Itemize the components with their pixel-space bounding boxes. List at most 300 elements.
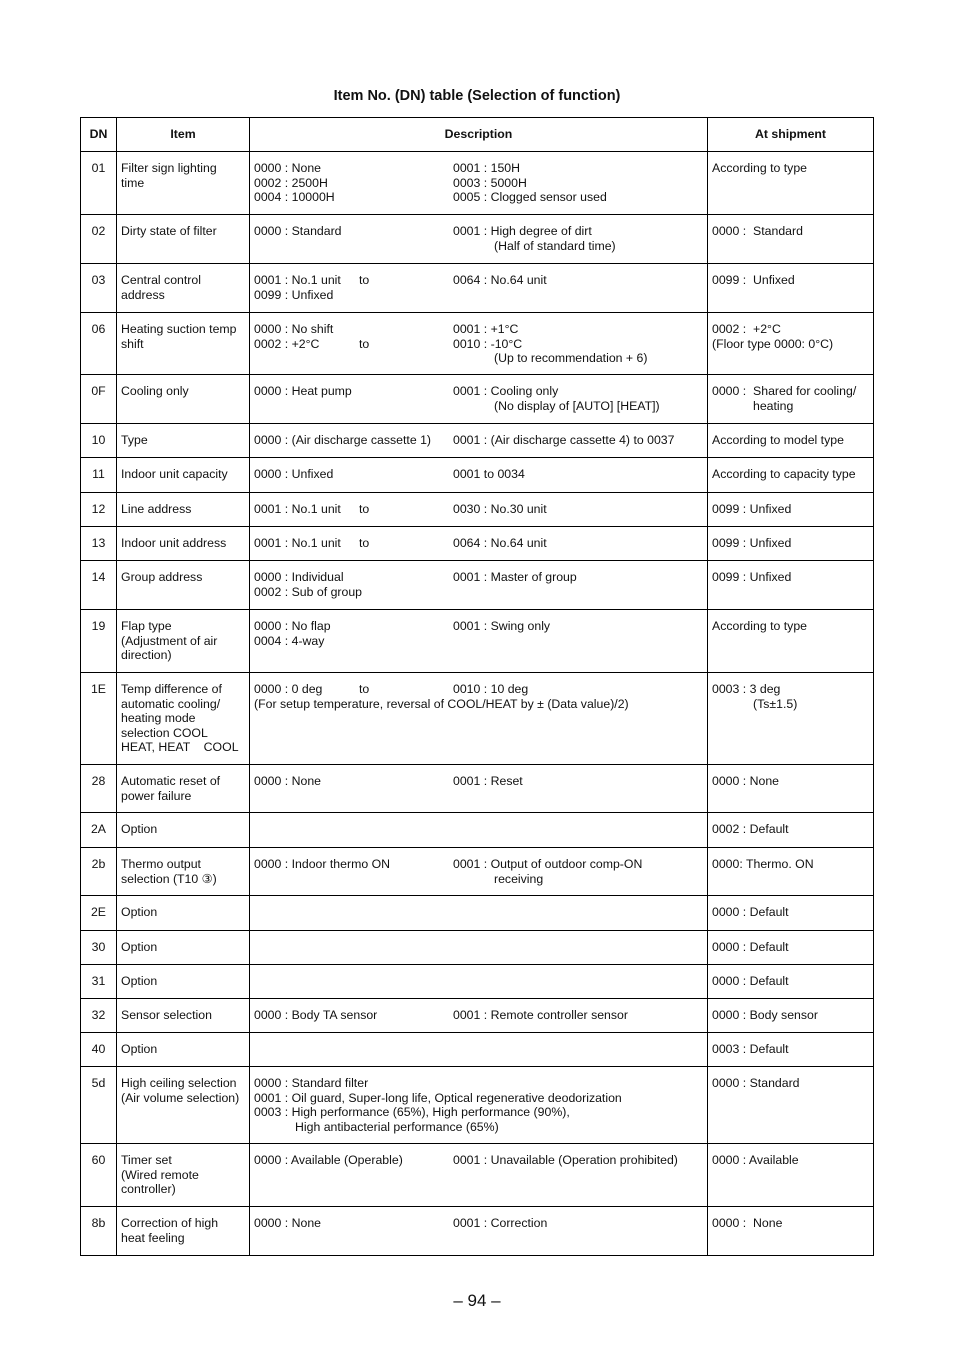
description-right	[453, 682, 703, 697]
description-cell	[250, 931, 708, 965]
description-cell	[250, 896, 708, 931]
description-continuation: (Up to recommendation + 6)	[494, 351, 648, 366]
table-row	[81, 264, 874, 313]
header-description: Description	[250, 118, 708, 152]
shipment-line: 0099 : Unfixed	[712, 502, 792, 516]
description-columns	[254, 536, 703, 551]
shipment-cell	[708, 375, 874, 424]
description-columns	[254, 774, 703, 789]
shipment-cell	[708, 813, 874, 848]
item-cell	[117, 673, 250, 765]
dn-cell: 2A	[81, 813, 117, 848]
description-left	[254, 536, 359, 551]
header-at-shipment: At shipment	[708, 118, 874, 152]
description-line: 0001 : Swing only	[453, 619, 551, 633]
description-line: (For setup temperature, reversal of COOL/HEAT by ± (Data value)/2)	[254, 696, 629, 711]
item-line: direction)	[121, 648, 172, 663]
shipment-cell	[708, 493, 874, 527]
dn-cell: 31	[81, 965, 117, 999]
shipment-line: 0000 : Default	[712, 940, 789, 954]
description-left	[254, 682, 359, 697]
dn-cell: 8b	[81, 1207, 117, 1256]
description-line: 0002 : Sub of group	[254, 584, 363, 599]
description-range	[359, 502, 453, 517]
table-row	[81, 424, 874, 458]
shipment-cell	[708, 1144, 874, 1207]
description-columns	[254, 682, 703, 697]
description-left	[254, 224, 453, 253]
description-right	[453, 384, 703, 413]
dn-cell: 0F	[81, 375, 117, 424]
item-line: heat feeling	[121, 1230, 185, 1245]
description-cell	[250, 1207, 708, 1256]
description-line: 0010 : 10 deg	[453, 682, 529, 696]
shipment-line: 0003 : Default	[712, 1042, 789, 1056]
table-row	[81, 1144, 874, 1207]
item-line: HEAT, HEAT COOL	[121, 740, 239, 755]
table-row	[81, 896, 874, 931]
item-line: Flap type	[121, 619, 172, 633]
item-cell	[117, 999, 250, 1033]
shipment-line: According to model type	[712, 433, 844, 447]
description-columns	[254, 857, 703, 886]
description-line: 0004 : 4-way	[254, 633, 325, 648]
shipment-line: 0000 : Default	[712, 974, 789, 988]
description-cell	[250, 458, 708, 493]
description-line: 0001 : Unavailable (Operation prohibited)	[453, 1153, 678, 1167]
item-cell	[117, 765, 250, 813]
description-right	[453, 322, 703, 366]
description-line: 0000 : Heat pump	[254, 384, 352, 398]
item-cell	[117, 931, 250, 965]
description-range-word: to	[359, 682, 370, 696]
description-line: 0030 : No.30 unit	[453, 502, 547, 516]
table-row	[81, 1067, 874, 1144]
table-row	[81, 527, 874, 561]
item-line: selection COOL	[121, 725, 208, 740]
item-line: High ceiling selection	[121, 1076, 237, 1090]
table-row	[81, 765, 874, 813]
dn-cell: 40	[81, 1033, 117, 1067]
description-line: 0000 : No shift	[254, 322, 334, 336]
table-body	[81, 152, 874, 1256]
description-line: 0000 : None	[254, 774, 322, 788]
item-cell	[117, 813, 250, 848]
description-line: 0000 : Body TA sensor	[254, 1008, 378, 1022]
item-cell	[117, 848, 250, 896]
description-range	[359, 322, 453, 366]
description-range-word: to	[359, 273, 370, 287]
item-line: Option	[121, 974, 158, 988]
item-cell	[117, 610, 250, 673]
shipment-cell	[708, 931, 874, 965]
item-line: Thermo output	[121, 857, 201, 871]
description-left	[254, 161, 453, 205]
description-range	[359, 273, 453, 302]
shipment-line: 0000 : None	[712, 1216, 783, 1230]
shipment-cell	[708, 999, 874, 1033]
description-continuation: High antibacterial performance (65%)	[295, 1119, 499, 1134]
description-line: 0001 : 150H	[453, 161, 521, 175]
description-range-word: to	[359, 502, 370, 516]
item-line: Sensor selection	[121, 1008, 212, 1022]
dn-cell: 32	[81, 999, 117, 1033]
description-line: 0001 : High degree of dirt	[453, 224, 592, 238]
description-cell	[250, 215, 708, 264]
item-cell	[117, 313, 250, 375]
description-right	[453, 570, 703, 599]
description-line: 0099 : Unfixed	[254, 287, 334, 302]
shipment-line: According to type	[712, 161, 808, 175]
description-line: 0005 : Clogged sensor used	[453, 190, 607, 205]
description-right	[453, 1008, 703, 1023]
item-cell	[117, 1207, 250, 1256]
description-cell	[250, 264, 708, 313]
shipment-line: 0000 : Standard	[712, 1076, 800, 1090]
item-line: Indoor unit address	[121, 536, 227, 550]
item-line: Filter sign lighting	[121, 161, 217, 175]
item-line: automatic cooling/	[121, 696, 221, 711]
shipment-cell	[708, 458, 874, 493]
item-cell	[117, 1033, 250, 1067]
item-line: Temp difference of	[121, 682, 222, 696]
description-line: 0001 : Remote controller sensor	[453, 1008, 628, 1022]
shipment-line: According to type	[712, 619, 808, 633]
header-item: Item	[117, 118, 250, 152]
table-title: Item No. (DN) table (Selection of function)	[333, 88, 621, 104]
description-right	[453, 467, 703, 482]
shipment-cell	[708, 561, 874, 610]
description-left	[254, 433, 453, 448]
description-left	[254, 570, 453, 599]
description-columns	[254, 273, 703, 302]
table-row	[81, 931, 874, 965]
item-line: (Wired remote	[121, 1167, 199, 1182]
shipment-line: 0002 : +2°C	[712, 322, 781, 336]
description-left	[254, 322, 359, 366]
description-continuation: receiving	[494, 871, 544, 886]
shipment-line: 0099 : Unfixed	[712, 570, 792, 584]
shipment-line: 0000 : Shared for cooling/	[712, 384, 857, 398]
description-left	[254, 502, 359, 517]
description-line: 0000 : Standard filter	[254, 1076, 369, 1090]
description-line: 0001 : Reset	[453, 774, 523, 788]
description-continuation: (Half of standard time)	[494, 238, 616, 253]
description-line: 0001 : +1°C	[453, 322, 519, 336]
description-line: 0002 : +2°C	[254, 336, 320, 351]
dn-cell: 14	[81, 561, 117, 610]
description-columns	[254, 570, 703, 599]
item-line: Timer set	[121, 1153, 172, 1167]
item-line: Central control	[121, 273, 201, 287]
table-row	[81, 458, 874, 493]
description-left	[254, 774, 453, 789]
table-row	[81, 848, 874, 896]
description-range	[359, 682, 453, 697]
item-line: heating mode	[121, 711, 196, 726]
item-cell	[117, 493, 250, 527]
description-cell	[250, 561, 708, 610]
description-line: 0000 : Indoor thermo ON	[254, 857, 391, 871]
shipment-cell	[708, 610, 874, 673]
shipment-line: 0000 : Standard	[712, 224, 803, 238]
shipment-cell	[708, 424, 874, 458]
shipment-cell	[708, 765, 874, 813]
dn-cell: 06	[81, 313, 117, 375]
description-right	[453, 774, 703, 789]
dn-cell: 02	[81, 215, 117, 264]
item-cell	[117, 264, 250, 313]
description-line: 0010 : -10°C	[453, 336, 523, 351]
item-cell	[117, 215, 250, 264]
item-line: time	[121, 175, 145, 190]
description-line: 0001 : (Air discharge cassette 4) to 0037	[453, 433, 675, 447]
shipment-cell	[708, 896, 874, 931]
shipment-line: (Floor type 0000: 0°C)	[712, 336, 834, 351]
table-row	[81, 152, 874, 215]
description-left	[254, 857, 453, 886]
description-line: 0000 : 0 deg	[254, 682, 323, 696]
item-cell	[117, 896, 250, 931]
item-line: Indoor unit capacity	[121, 467, 228, 481]
item-line: Heating suction temp	[121, 322, 237, 336]
description-cell	[250, 999, 708, 1033]
description-line: 0000 : None	[254, 161, 322, 175]
item-line: Line address	[121, 502, 192, 516]
item-line: Type	[121, 433, 148, 447]
shipment-cell	[708, 264, 874, 313]
table-row	[81, 610, 874, 673]
description-right	[453, 619, 703, 648]
description-line: 0064 : No.64 unit	[453, 536, 547, 550]
description-line: 0001 : Output of outdoor comp-ON	[453, 857, 643, 871]
dn-cell: 11	[81, 458, 117, 493]
table-row	[81, 1033, 874, 1067]
shipment-line: 0003 : 3 deg	[712, 682, 781, 696]
shipment-cell	[708, 313, 874, 375]
dn-cell: 28	[81, 765, 117, 813]
item-line: Option	[121, 905, 158, 919]
description-line: 0000 : Unfixed	[254, 467, 334, 481]
shipment-cell	[708, 848, 874, 896]
description-columns	[254, 467, 703, 482]
shipment-line: 0000: Thermo. ON	[712, 857, 814, 871]
item-line: selection (T10 ③)	[121, 871, 217, 886]
shipment-cell	[708, 1033, 874, 1067]
description-line: 0004 : 10000H	[254, 190, 335, 205]
table-row	[81, 375, 874, 424]
description-right	[453, 433, 703, 448]
dn-cell: 01	[81, 152, 117, 215]
description-line: 0002 : 2500H	[254, 175, 328, 190]
shipment-line: 0099 : Unfixed	[712, 536, 792, 550]
table-row	[81, 965, 874, 999]
description-range-word	[359, 322, 453, 337]
item-line: (Adjustment of air	[121, 633, 218, 648]
item-line: Option	[121, 1042, 158, 1056]
dn-cell: 2E	[81, 896, 117, 931]
description-columns	[254, 619, 703, 648]
shipment-cell	[708, 215, 874, 264]
shipment-cell	[708, 1207, 874, 1256]
description-line: 0000 : Available (Operable)	[254, 1153, 403, 1167]
shipment-line: 0000 : None	[712, 774, 780, 788]
shipment-cell	[708, 1067, 874, 1144]
description-left	[254, 1008, 453, 1023]
description-columns	[254, 161, 703, 205]
description-cell	[250, 1033, 708, 1067]
item-line: Group address	[121, 570, 203, 584]
description-line: 0001 : Master of group	[453, 570, 577, 584]
description-line: 0001 : No.1 unit	[254, 502, 341, 516]
item-cell	[117, 424, 250, 458]
dn-table	[80, 117, 874, 1256]
description-cell	[250, 1067, 708, 1144]
item-line: power failure	[121, 788, 192, 803]
description-continuation: (No display of [AUTO] [HEAT])	[494, 398, 660, 413]
description-cell	[250, 424, 708, 458]
dn-cell: 2b	[81, 848, 117, 896]
description-line: 0001 : Cooling only	[453, 384, 559, 398]
description-cell	[250, 1144, 708, 1207]
dn-cell: 12	[81, 493, 117, 527]
description-line: 0064 : No.64 unit	[453, 273, 547, 287]
shipment-continuation: (Ts±1.5)	[753, 696, 798, 711]
shipment-cell	[708, 527, 874, 561]
dn-cell: 19	[81, 610, 117, 673]
description-cell	[250, 527, 708, 561]
shipment-cell	[708, 673, 874, 765]
description-line: 0001 : Oil guard, Super-long life, Optical regenerative deodorization	[254, 1090, 622, 1105]
table-row	[81, 493, 874, 527]
item-line: Automatic reset of	[121, 774, 221, 788]
description-line: 0000 : No flap	[254, 619, 331, 633]
item-line: Option	[121, 940, 158, 954]
description-line: 0001 to 0034	[453, 467, 525, 481]
shipment-line: 0000 : Default	[712, 905, 789, 919]
table-row	[81, 813, 874, 848]
description-line: 0000 : None	[254, 1216, 322, 1230]
dn-cell: 30	[81, 931, 117, 965]
description-left	[254, 1216, 453, 1231]
item-cell	[117, 458, 250, 493]
description-left	[254, 1153, 453, 1168]
shipment-continuation: heating	[753, 398, 794, 413]
description-cell	[250, 375, 708, 424]
table-row	[81, 999, 874, 1033]
description-columns	[254, 224, 703, 253]
description-left	[254, 467, 453, 482]
table-row	[81, 561, 874, 610]
table-row	[81, 215, 874, 264]
description-cell	[250, 673, 708, 765]
description-right	[453, 536, 703, 551]
shipment-line: 0000 : Body sensor	[712, 1008, 818, 1022]
shipment-cell	[708, 152, 874, 215]
description-cell	[250, 965, 708, 999]
item-line: Option	[121, 822, 158, 836]
description-columns	[254, 384, 703, 413]
dn-cell: 10	[81, 424, 117, 458]
description-line: 0001 : Correction	[453, 1216, 548, 1230]
table-header-row	[81, 118, 874, 152]
item-line: controller)	[121, 1182, 176, 1197]
description-columns	[254, 433, 703, 448]
dn-cell: 03	[81, 264, 117, 313]
item-line: Correction of high	[121, 1216, 219, 1230]
item-line: (Air volume selection)	[121, 1090, 240, 1105]
shipment-line: 0099 : Unfixed	[712, 273, 795, 287]
table-row	[81, 1207, 874, 1256]
item-cell	[117, 1144, 250, 1207]
table-row	[81, 313, 874, 375]
description-right	[453, 1153, 703, 1168]
description-columns	[254, 1008, 703, 1023]
table-row	[81, 673, 874, 765]
description-left	[254, 619, 453, 648]
item-line: Cooling only	[121, 384, 189, 398]
description-range-word: to	[359, 536, 370, 550]
description-columns	[254, 322, 703, 366]
description-cell	[250, 493, 708, 527]
description-columns	[254, 1216, 703, 1231]
description-range	[359, 536, 453, 551]
shipment-line: According to capacity type	[712, 467, 856, 481]
description-line: 0001 : No.1 unit	[254, 536, 341, 550]
dn-cell: 60	[81, 1144, 117, 1207]
description-left	[254, 384, 453, 413]
description-line: 0003 : High performance (65%), High performance (90%),	[254, 1105, 570, 1120]
shipment-line: 0000 : Available	[712, 1153, 799, 1167]
item-line: address	[121, 287, 165, 302]
description-right	[453, 224, 703, 253]
description-cell	[250, 765, 708, 813]
description-cell	[250, 813, 708, 848]
description-range-word: to	[359, 336, 370, 351]
item-cell	[117, 1067, 250, 1144]
description-left	[254, 273, 359, 302]
description-line: 0001 : No.1 unit	[254, 273, 341, 287]
description-cell	[250, 313, 708, 375]
page-number: – 94 –	[453, 1291, 501, 1310]
description-right	[453, 857, 703, 886]
item-line: shift	[121, 336, 144, 351]
header-dn: DN	[81, 118, 117, 152]
item-cell	[117, 375, 250, 424]
description-columns	[254, 502, 703, 517]
dn-cell: 1E	[81, 673, 117, 765]
shipment-line: 0002 : Default	[712, 822, 789, 836]
item-cell	[117, 152, 250, 215]
description-line: 0000 : Standard	[254, 224, 342, 238]
description-line: 0000 : (Air discharge cassette 1)	[254, 433, 432, 447]
item-cell	[117, 561, 250, 610]
item-cell	[117, 527, 250, 561]
item-line: Dirty state of filter	[121, 224, 217, 238]
description-cell	[250, 610, 708, 673]
item-cell	[117, 965, 250, 999]
description-columns	[254, 1153, 703, 1168]
dn-cell: 13	[81, 527, 117, 561]
description-cell	[250, 152, 708, 215]
dn-cell: 5d	[81, 1067, 117, 1144]
description-cell	[250, 848, 708, 896]
description-line: 0003 : 5000H	[453, 175, 527, 190]
description-right	[453, 1216, 703, 1231]
description-right	[453, 502, 703, 517]
description-line: 0000 : Individual	[254, 570, 344, 584]
description-right	[453, 273, 703, 302]
